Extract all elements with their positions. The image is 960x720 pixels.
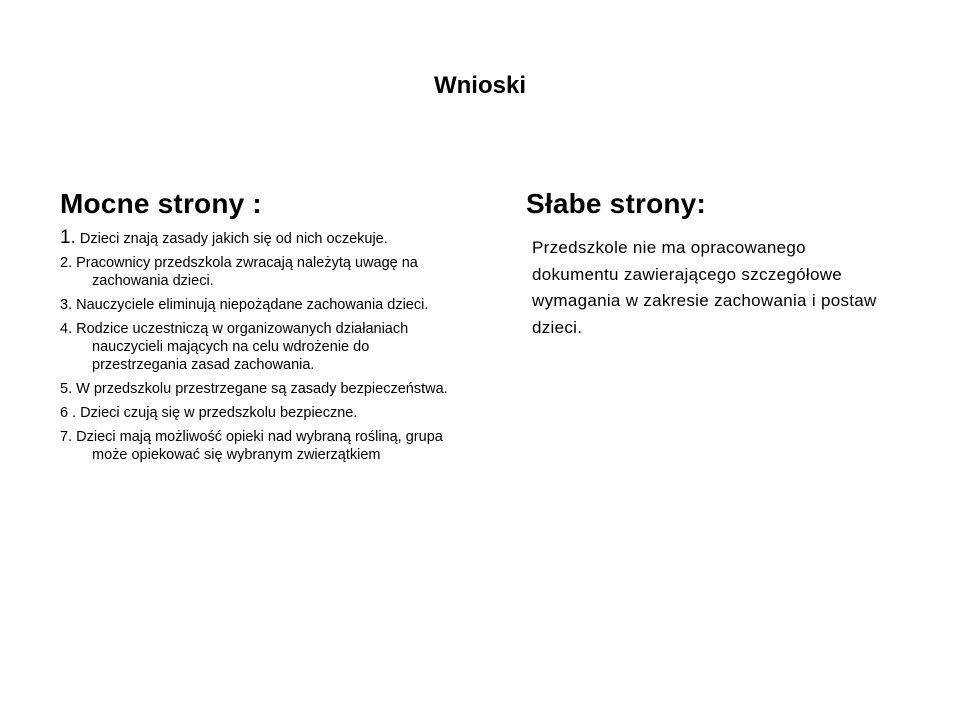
item-text: Nauczyciele eliminują niepożądane zachowania dzieci. [76, 297, 429, 313]
item-number: 5. [60, 381, 73, 397]
list-item [60, 229, 460, 248]
item-text: W przedszkolu przestrzegane są zasady bezpieczeństwa. [76, 381, 448, 397]
list-item [60, 296, 460, 314]
item-text: Pracownicy przedszkola zwracają należytą uwagę na zachowania dzieci. [76, 255, 418, 289]
item-number: 2. [60, 255, 73, 271]
list-item [60, 254, 460, 290]
weaknesses-text: Przedszkole nie ma opracowanego dokumentu zawierającego szczegółowe wymagania w zakresie zachowania i postaw dzieci. [532, 238, 877, 337]
item-number: 6 . [60, 405, 77, 421]
item-number: 4. [60, 321, 73, 337]
item-text: Dzieci mają możliwość opieki nad wybraną rośliną, grupa może opiekować się wybranym zwierzątkiem [76, 429, 443, 463]
list-item [60, 380, 460, 398]
item-text: Dzieci znają zasady jakich się od nich oczekuje. [79, 231, 388, 247]
item-number: 1. [60, 227, 76, 248]
list-item [60, 320, 460, 374]
item-number: 3. [60, 297, 73, 313]
slide-title: Wnioski [433, 72, 526, 99]
item-number: 7. [60, 429, 73, 445]
item-text: Rodzice uczestniczą w organizowanych działaniach nauczycieli mających na celu wdrożenie do przestrzegania zasad zachowania. [76, 321, 409, 373]
strengths-list [60, 229, 460, 470]
item-text: Dzieci czują się w przedszkolu bezpieczne. [80, 405, 358, 421]
strengths-heading: Mocne strony : [60, 188, 262, 219]
weaknesses-heading: Słabe strony: [526, 188, 706, 219]
list-item [60, 404, 460, 422]
list-item [60, 428, 460, 464]
